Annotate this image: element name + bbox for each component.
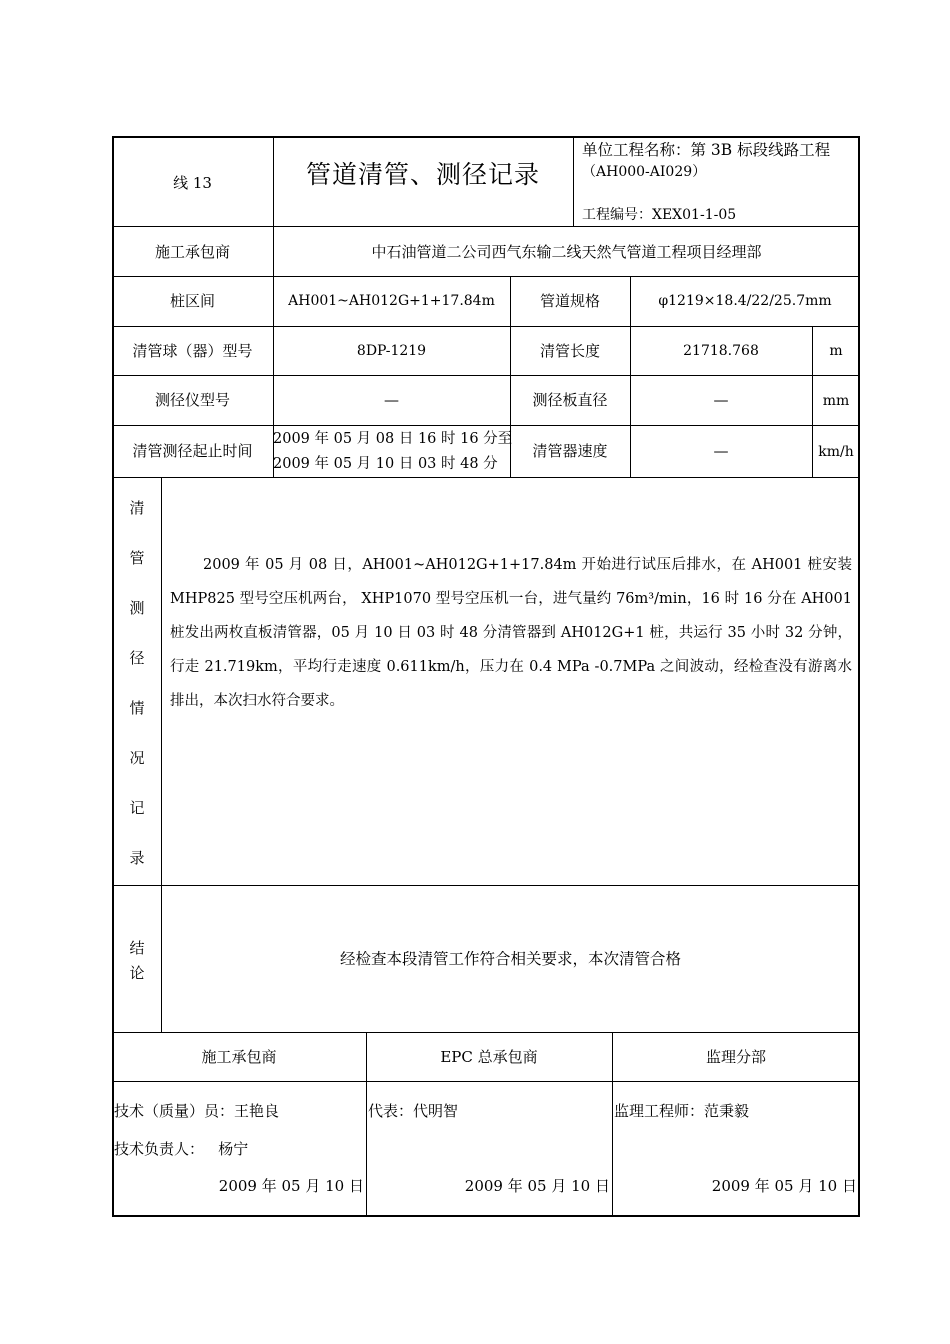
row-divider (112, 276, 860, 277)
pig-length-value: 21718.768 (683, 343, 759, 359)
contractor-tech-signer: 技术（质量）员：王艳良 (114, 1102, 280, 1120)
row-divider (112, 425, 860, 426)
pipe-spec-label: 管道规格 (539, 292, 600, 310)
row-divider (112, 885, 860, 886)
form-code: 线 13 (173, 174, 212, 192)
record-text: 2009 年 05 月 08 日，AH001~AH012G+1+17.84m 开始进行试压后排水，在 AH001 桩安装 MHP825 型号空压机两台， XHP1070 型号空压机一台，进气量约 76m³/min，16 时 16 分在 AH001 桩发出两枚直板清管器，05 月 10 日 03 时 48 分清管器到 AH012G+1 桩，共运行 35 小时 32 分钟，行走 21.719km，平均行走速度 0.611km/h，压力在 0.4 MPa -0.7MPa 之间波动，经检查没有游离水排出，本次扫水符合要求。 (170, 557, 852, 709)
supervisor-sign-date: 2009 年 05 月 10 日 (711, 1177, 857, 1195)
time-end: 2009 年 05 月 10 日 03 时 48 分 (273, 456, 498, 472)
record-side-char: 清 (129, 499, 145, 517)
speed-unit: km/h (818, 444, 854, 460)
row-divider (112, 1081, 860, 1082)
pipe-spec-value: φ1219×18.4/22/25.7mm (658, 293, 832, 309)
conclusion-text: 经检查本段清管工作符合相关要求，本次清管合格 (339, 950, 681, 968)
epc-sign-date: 2009 年 05 月 10 日 (464, 1177, 610, 1195)
record-side-char: 况 (129, 749, 145, 767)
record-side-char: 管 (129, 549, 145, 567)
time-label: 清管测径起止时间 (132, 442, 253, 460)
record-side-char: 测 (129, 599, 145, 617)
project-number: 工程编号：XEX01-1-05 (582, 207, 737, 223)
section-label: 桩区间 (169, 292, 215, 310)
contractor-sign-date: 2009 年 05 月 10 日 (218, 1177, 364, 1195)
record-side-char: 径 (129, 649, 145, 667)
row-divider (112, 375, 860, 376)
gauge-model-value: — (384, 391, 399, 409)
sign-epc-header: EPC 总承包商 (440, 1048, 538, 1066)
record-side-char: 情 (129, 699, 145, 717)
speed-label: 清管器速度 (532, 442, 608, 460)
row-divider (112, 1032, 860, 1033)
section-value: AH001~AH012G+1+17.84m (288, 293, 495, 309)
contractor-lead-signer: 技术负责人： 杨宁 (114, 1140, 249, 1158)
sign-contractor-header: 施工承包商 (201, 1048, 277, 1066)
gauge-plate-value: — (713, 391, 729, 409)
project-name-cont: （AH000-AI029） (582, 164, 707, 180)
epc-rep-signer: 代表：代明智 (368, 1102, 459, 1120)
contractor-label: 施工承包商 (154, 243, 230, 261)
time-start: 2009 年 05 月 08 日 16 时 16 分至 (273, 431, 513, 447)
pig-length-unit: m (829, 343, 843, 359)
col-divider (573, 136, 574, 226)
gauge-plate-unit: mm (822, 393, 850, 409)
gauge-model-label: 测径仪型号 (154, 391, 230, 409)
speed-value: — (713, 442, 729, 460)
project-name: 单位工程名称：第 3B 标段线路工程 (582, 141, 831, 159)
pig-length-label: 清管长度 (539, 342, 600, 360)
record-side-char: 记 (129, 799, 145, 817)
gauge-plate-label: 测径板直径 (532, 391, 608, 409)
pig-model-label: 清管球（器）型号 (132, 342, 253, 360)
conclusion-side-char: 结 (129, 939, 145, 957)
sign-supervisor-header: 监理分部 (705, 1048, 766, 1066)
contractor-value: 中石油管道二公司西气东输二线天然气管道工程项目经理部 (371, 243, 762, 261)
row-divider (112, 226, 860, 227)
pig-model-value: 8DP-1219 (356, 343, 427, 359)
row-divider (112, 477, 860, 478)
supervisor-signer: 监理工程师：范秉毅 (614, 1102, 750, 1120)
row-divider (112, 326, 860, 327)
conclusion-side-char: 论 (129, 964, 145, 982)
record-side-char: 录 (129, 849, 145, 867)
page-title: 管道清管、测径记录 (305, 160, 540, 189)
